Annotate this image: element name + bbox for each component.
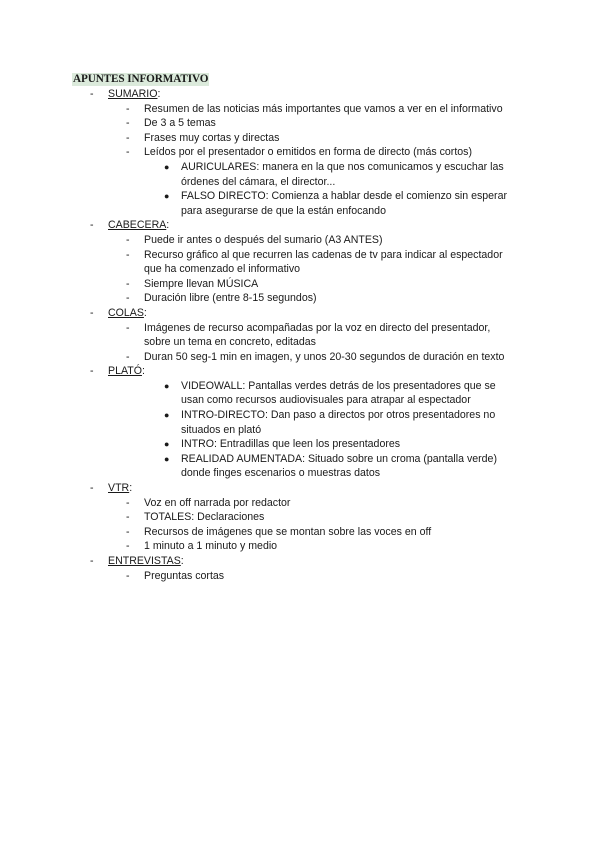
bullet-item: ● INTRO: Entradillas que leen los presentadores: [164, 438, 401, 451]
list-item: - Resumen de las noticias más importantes que vamos a ver en el informativo: [126, 102, 503, 115]
bullet-item-continued: donde finges escenarios o muestras datos: [181, 467, 381, 480]
section-vtr: - VTR:: [90, 482, 133, 495]
list-item: - Recurso gráfico al que recurren las cadenas de tv para indicar al espectador: [126, 248, 503, 261]
list-item: - Frases muy cortas y directas: [126, 131, 280, 144]
list-item: - Recursos de imágenes que se montan sobre las voces en off: [126, 525, 432, 538]
section-label: COLAS: [108, 306, 144, 319]
bullet-item: ● VIDEOWALL: Pantallas verdes detrás de los presentadores que se: [164, 379, 496, 392]
bullet-item: ● REALIDAD AUMENTADA: Situado sobre un croma (pantalla verde): [164, 452, 497, 465]
list-item: - Preguntas cortas: [126, 569, 225, 582]
list-item: - Duran 50 seg-1 min en imagen, y unos 20-30 segundos de duración en texto: [126, 350, 505, 363]
section-colas: - COLAS:: [90, 306, 147, 319]
bullet-item-continued: para asegurarse de que la están enfocando: [181, 204, 386, 217]
bullet-item: ● AURICULARES: manera en la que nos comunicamos y escuchar las: [164, 160, 504, 173]
bullet-item-continued: órdenes del cámara, el director...: [181, 175, 336, 188]
section-label: VTR: [108, 482, 130, 495]
section-label: ENTREVISTAS: [108, 555, 181, 567]
list-item: - 1 minuto a 1 minuto y medio: [126, 540, 278, 553]
document-body: [0, 87, 600, 583]
list-item: - Leídos por el presentador o emitidos en forma de directo (más cortos): [126, 146, 472, 159]
bullet-item-continued: situados en plató: [181, 423, 262, 436]
section-label: SUMARIO: [108, 88, 158, 100]
list-item: - Siempre llevan MÚSICA: [126, 277, 259, 290]
list-item-continued: sobre un tema en concreto, editadas: [144, 336, 316, 349]
list-item: - TOTALES: Declaraciones: [126, 511, 265, 524]
section-cabecera: - CABECERA:: [90, 219, 170, 232]
list-item: - Duración libre (entre 8-15 segundos): [126, 292, 317, 305]
section-sumario: - SUMARIO:: [90, 88, 161, 100]
bullet-item: ● INTRO-DIRECTO: Dan paso a directos por otros presentadores no: [164, 409, 496, 422]
section-entrevistas: - ENTREVISTAS:: [90, 555, 184, 567]
section-label: PLATÓ: [108, 365, 142, 378]
list-item: - Voz en off narrada por redactor: [126, 496, 291, 509]
list-item: - Imágenes de recurso acompañadas por la voz en directo del presentador,: [126, 321, 491, 334]
bullet-item: ● FALSO DIRECTO: Comienza a hablar desde el comienzo sin esperar: [164, 190, 508, 203]
list-item: - Puede ir antes o después del sumario (A3 ANTES): [126, 233, 383, 246]
document-title: APUNTES INFORMATIVO: [73, 73, 209, 85]
section-label: CABECERA: [108, 219, 167, 232]
list-item: - De 3 a 5 temas: [126, 117, 216, 130]
section-plato: - PLATÓ:: [90, 365, 145, 378]
bullet-item-continued: usan como recursos audiovisuales para atrapar al espectador: [181, 394, 471, 407]
list-item-continued: que ha comenzado el informativo: [144, 263, 301, 276]
